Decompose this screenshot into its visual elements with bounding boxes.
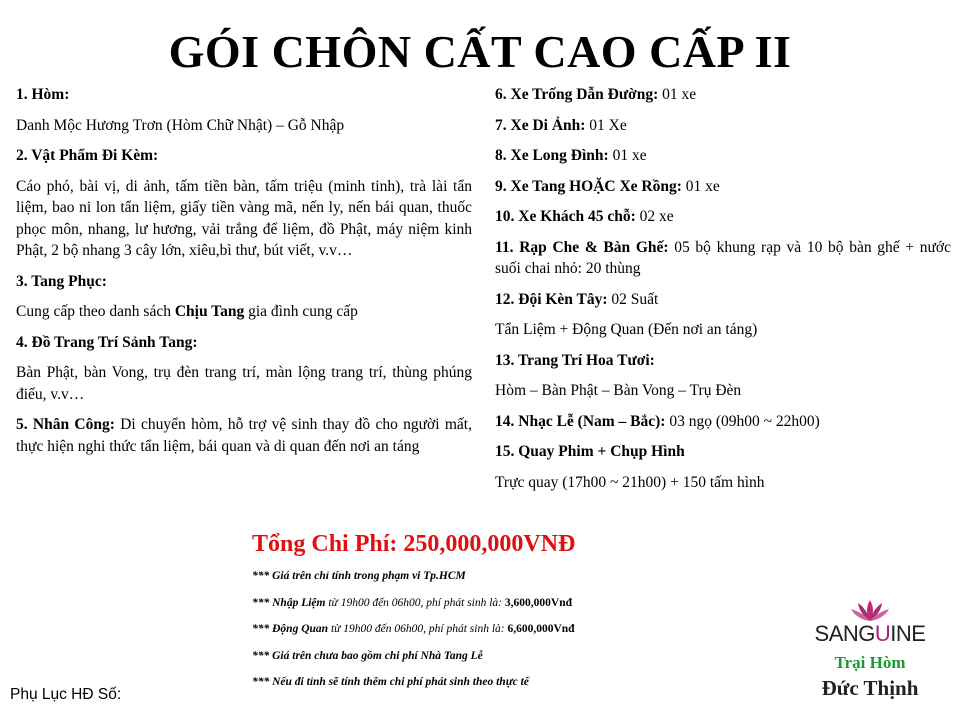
note-2-amount: 3,600,000Vnđ [504,596,573,609]
section-12-heading: 12. Đội Kèn Tây: [495,290,608,308]
left-column [16,84,472,466]
section-11-heading: 11. Rạp Che & Bàn Ghế: [495,238,669,256]
brand-line-1: Trại Hòm [834,653,906,672]
brand-part-3: INE [890,621,926,646]
section-11 [495,237,951,280]
section-6-heading: 6. Xe Trống Dẫn Đường: [495,86,659,103]
section-12-value: 02 Suất [607,290,659,308]
section-6 [495,84,951,106]
section-1-text: Danh Mộc Hương Trơn (Hòm Chữ Nhật) – Gỗ Nhập [16,116,345,134]
notes [252,566,575,699]
section-3-heading: 3. Tang Phục: [16,272,107,290]
brand-line-2: Đức Thịnh [821,676,919,700]
section-7-heading: 7. Xe Di Ảnh: [495,116,586,134]
section-6-value: 01 xe [658,86,697,103]
section-8-heading: 8. Xe Long Đình: [495,147,609,164]
note-2 [252,593,575,620]
section-1-heading: 1. Hòm: [16,86,70,103]
page-title: GÓI CHÔN CẤT CAO CẤP II [168,26,792,77]
section-14-heading: 14. Nhạc Lễ (Nam – Bắc): [495,412,666,430]
note-4: *** Giá trên chưa bao gồm chi phí Nhà Tang Lễ [252,649,483,662]
section-11-value: 05 bộ khung rạp và 10 bộ bàn ghế + nước suối chai nhỏ: 20 thùng [495,238,951,277]
note-3-label: *** Động Quan [252,623,329,635]
section-7 [495,115,951,137]
section-15-text: Trực quay (17h00 ~ 21h00) + 150 tấm hình [495,473,765,491]
section-15-heading [495,441,951,463]
note-5: *** Nếu đi tỉnh sẽ tính thêm chi phí phát sinh theo thực tế [252,676,529,688]
section-8 [495,145,951,167]
note-1: *** Giá trên chỉ tính trong phạm vi Tp.HCM [252,570,466,582]
section-9-value: 01 xe [681,177,720,195]
total-cost: Tổng Chi Phí: 250,000,000VNĐ [252,531,576,557]
brand-part-1: SANG [814,621,875,646]
section-5-text: Di chuyển hòm, hỗ trợ vệ sinh thay đồ cho người mất, thực hiện nghi thức tẩn liệm, bái quan và di quan đến nơi an táng [16,416,472,455]
brand-name [800,622,940,646]
section-14-value: 03 ngọ (09h00 ~ 22h00) [665,412,820,430]
note-2-label: *** Nhập Liệm [252,596,326,609]
right-column [495,84,951,502]
section-15-heading-text: 15. Quay Phim + Chụp Hình [495,443,685,460]
section-13-heading [495,350,951,372]
note-3-amount: 6,600,000Vnđ [507,623,575,635]
note-3-text: từ 19h00 đến 06h00, phí phát sinh là: [328,623,508,635]
section-10-heading: 10. Xe Khách 45 chỗ: [495,208,636,225]
section-13-text: Hòm – Bàn Phật – Bàn Vong – Trụ Đèn [495,382,742,399]
section-9 [495,176,951,198]
section-12 [495,289,951,311]
section-10 [495,206,951,228]
brand-part-2: U [874,621,891,646]
note-2-text: từ 19h00 đến 06h00, phí phát sinh là: [325,596,505,609]
section-4-heading: 4. Đồ Trang Trí Sảnh Tang: [16,333,198,351]
logo [800,598,940,702]
lotus-icon [848,598,892,622]
section-2-heading: 2. Vật Phẩm Đi Kèm: [16,147,159,164]
section-5-heading: 5. Nhân Công: [16,416,115,433]
section-3-text-pre: Cung cấp theo danh sách [16,303,175,320]
section-2-text: Cáo phó, bài vị, di ảnh, tấm tiền bàn, tấm triệu (minh tinh), trà lài tẩn liệm, bao ni lon tẩn liệm, giấy tiền vàng mã, nến ly, nến bái quan, thuốc phọc môn, nhang, lư hương, vải trắng để liệm, đồ Phật, máy niệm kinh Phật, 2 bộ nhang 3 cây lớn, xiêu,bì thư, bút viết, v.v… [16,177,472,259]
section-9-heading: 9. Xe Tang HOẶC Xe Rồng: [495,177,682,195]
section-5 [16,414,472,457]
section-4-text: Bàn Phật, bàn Vong, trụ đèn trang trí, màn lộng trang trí, thùng phúng điếu, v.v… [16,364,472,403]
appendix-number: Phụ Lục HĐ Số: [10,686,122,703]
section-12-text: Tẩn Liệm + Động Quan (Đến nơi an táng) [495,321,758,338]
section-10-value: 02 xe [635,208,674,225]
section-13-heading-text: 13. Trang Trí Hoa Tươi: [495,351,655,369]
section-3-text-post: gia đình cung cấp [244,303,358,320]
section-3-text [16,301,472,323]
section-3-text-bold: Chịu Tang [174,303,245,320]
note-3 [252,619,575,646]
section-7-value: 01 Xe [585,116,627,134]
section-14 [495,411,951,433]
section-8-value: 01 xe [608,147,647,164]
